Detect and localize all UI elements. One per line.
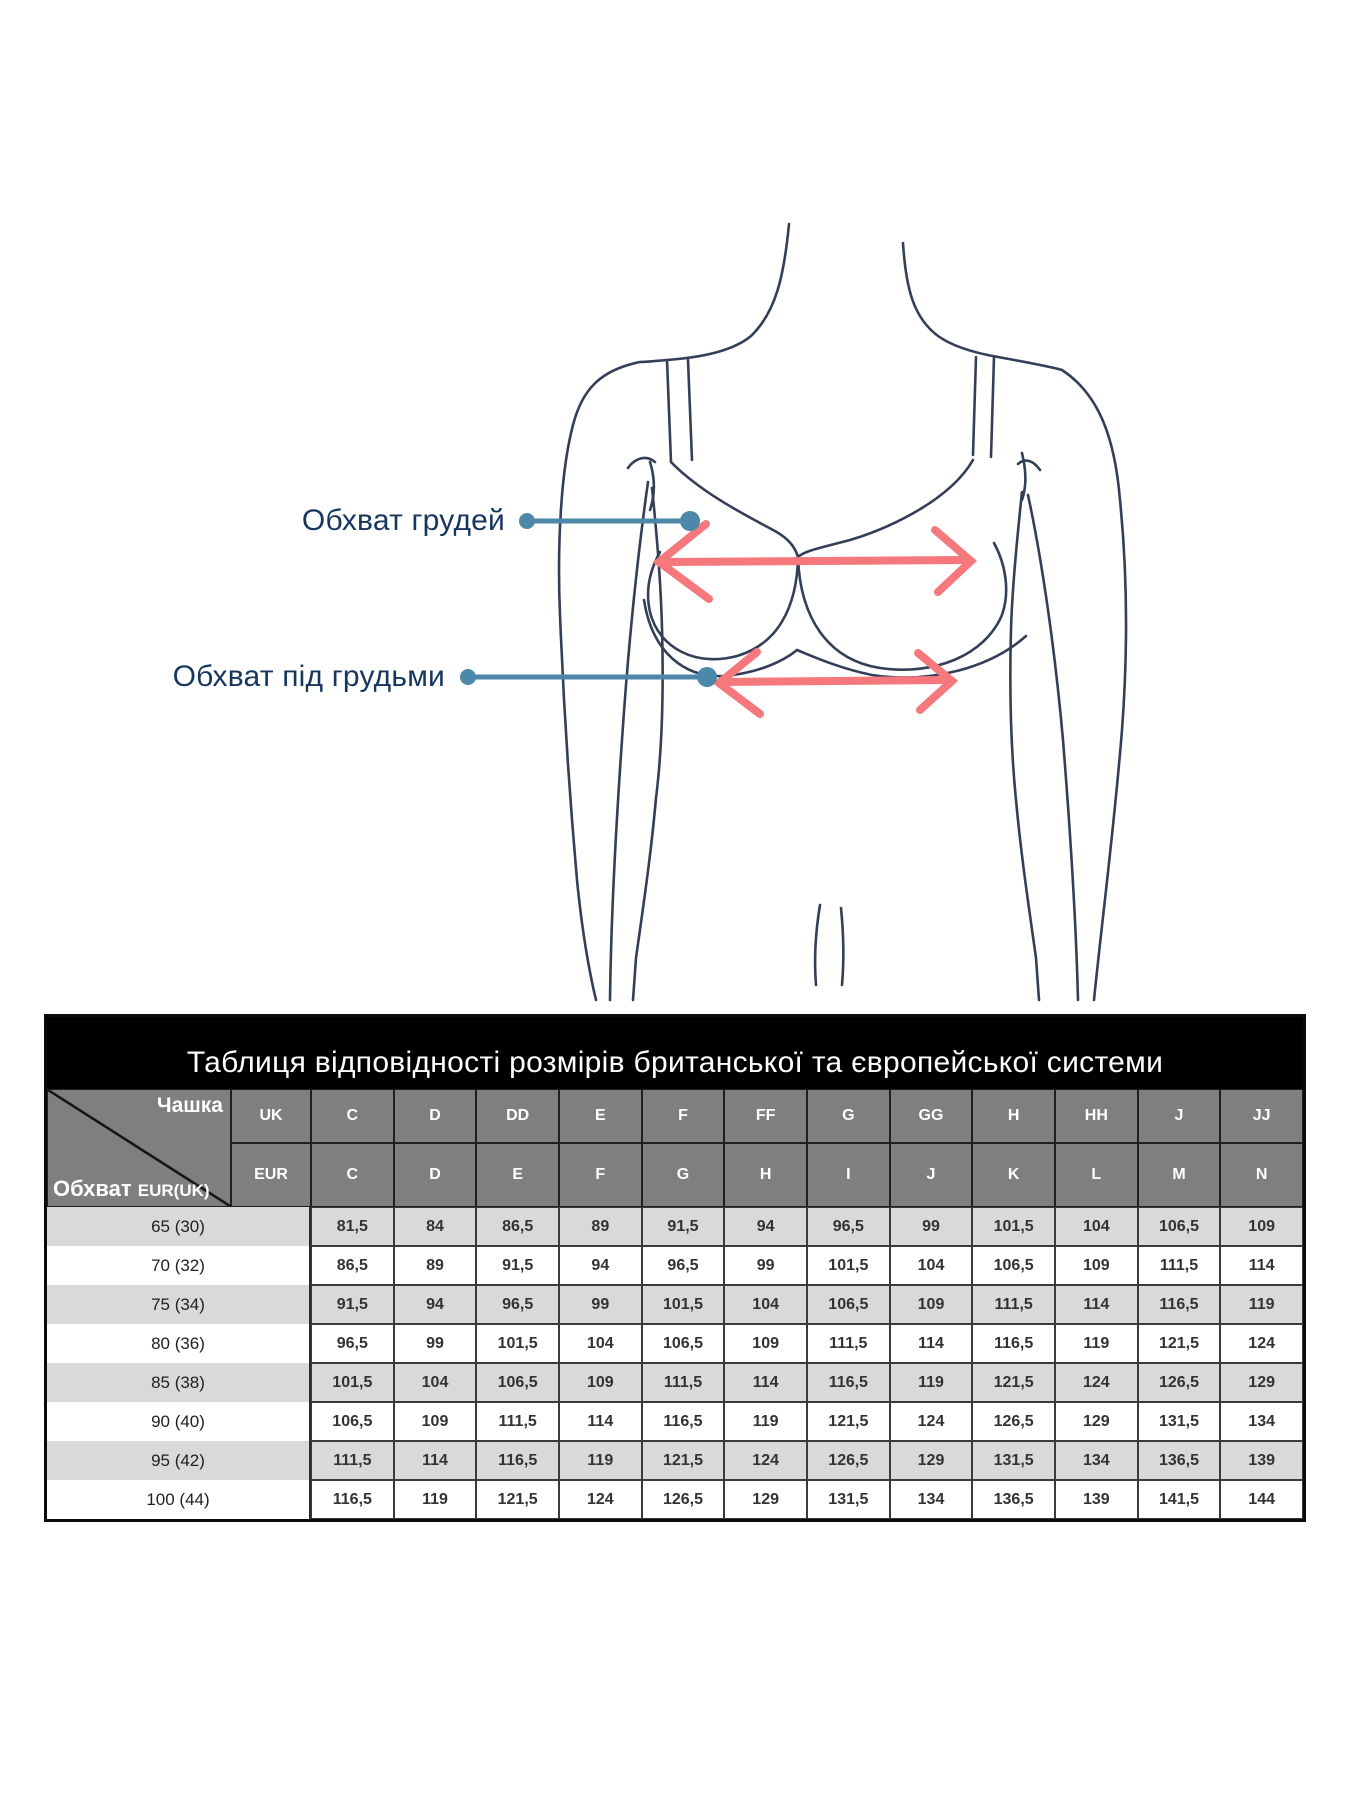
- uk-cup: F: [642, 1089, 725, 1143]
- row-label: 75 (34): [47, 1285, 311, 1324]
- corner-cup-label: Чашка: [156, 1094, 223, 1117]
- underbust-callout-line: [460, 667, 717, 687]
- eur-cup: N: [1220, 1143, 1303, 1207]
- corner-girth-label: Обхват EUR(UK): [53, 1176, 210, 1201]
- underbust-label: Обхват під грудьми: [172, 660, 445, 693]
- uk-cup: E: [559, 1089, 642, 1143]
- uk-cup: C: [311, 1089, 394, 1143]
- row-label: 100 (44): [47, 1480, 311, 1519]
- corner-cell: [47, 1089, 231, 1207]
- uk-cup: HH: [1055, 1089, 1138, 1143]
- uk-cup: DD: [476, 1089, 559, 1143]
- eur-row-header: EUR: [231, 1143, 311, 1207]
- eur-cup: J: [890, 1143, 973, 1207]
- bust-measure-arrow: [659, 524, 971, 599]
- uk-cup: J: [1138, 1089, 1221, 1143]
- row-label: 80 (36): [47, 1324, 311, 1363]
- uk-cup: GG: [890, 1089, 973, 1143]
- eur-cup: H: [724, 1143, 807, 1207]
- uk-row-header: UK: [231, 1089, 311, 1143]
- row-label: 70 (32): [47, 1246, 311, 1285]
- eur-cup: E: [476, 1143, 559, 1207]
- eur-cup: I: [807, 1143, 890, 1207]
- uk-cup: FF: [724, 1089, 807, 1143]
- uk-cup: D: [394, 1089, 477, 1143]
- size-conversion-table: [44, 1014, 1306, 1522]
- uk-cup: H: [972, 1089, 1055, 1143]
- table-header: [47, 1089, 1303, 1207]
- row-label: 90 (40): [47, 1402, 311, 1441]
- table-row: 80 (36) 96,5 99 101,5 104 106,5 109 111,5 114 116,5 119 121,5 124: [47, 1324, 1303, 1363]
- eur-cup: F: [559, 1143, 642, 1207]
- bust-callout-line: [519, 511, 700, 531]
- table-row: 85 (38) 101,5 104 106,5 109 111,5 114 116,5 119 121,5 124 126,5 129: [47, 1363, 1303, 1402]
- table-title: Таблиця відповідності розмірів британської та європейської системи: [47, 1017, 1303, 1089]
- table-row: 90 (40) 106,5 109 111,5 114 116,5 119 121,5 124 126,5 129 131,5 134: [47, 1402, 1303, 1441]
- figure-outline: [559, 224, 1126, 1000]
- row-label: 85 (38): [47, 1363, 311, 1402]
- underbust-measure-arrow: [719, 652, 952, 714]
- eur-cup: G: [642, 1143, 725, 1207]
- eur-cup: K: [972, 1143, 1055, 1207]
- eur-cup: C: [311, 1143, 394, 1207]
- table-row: 65 (30) 81,5 84 86,5 89 91,5 94 96,5 99 101,5 104 106,5 109: [47, 1207, 1303, 1246]
- table-row: 100 (44) 116,5 119 121,5 124 126,5 129 131,5 134 136,5 139 141,5 144: [47, 1480, 1303, 1519]
- table-row: 70 (32) 86,5 89 91,5 94 96,5 99 101,5 104 106,5 109 111,5 114: [47, 1246, 1303, 1285]
- bust-label: Обхват грудей: [301, 504, 505, 537]
- eur-cup: L: [1055, 1143, 1138, 1207]
- uk-cup: JJ: [1220, 1089, 1303, 1143]
- eur-cup: M: [1138, 1143, 1221, 1207]
- eur-cup: D: [394, 1143, 477, 1207]
- uk-cup: G: [807, 1089, 890, 1143]
- table-row: 75 (34) 91,5 94 96,5 99 101,5 104 106,5 109 111,5 114 116,5 119: [47, 1285, 1303, 1324]
- row-label: 95 (42): [47, 1441, 311, 1480]
- table-row: 95 (42) 111,5 114 116,5 119 121,5 124 126,5 129 131,5 134 136,5 139: [47, 1441, 1303, 1480]
- row-label: 65 (30): [47, 1207, 311, 1246]
